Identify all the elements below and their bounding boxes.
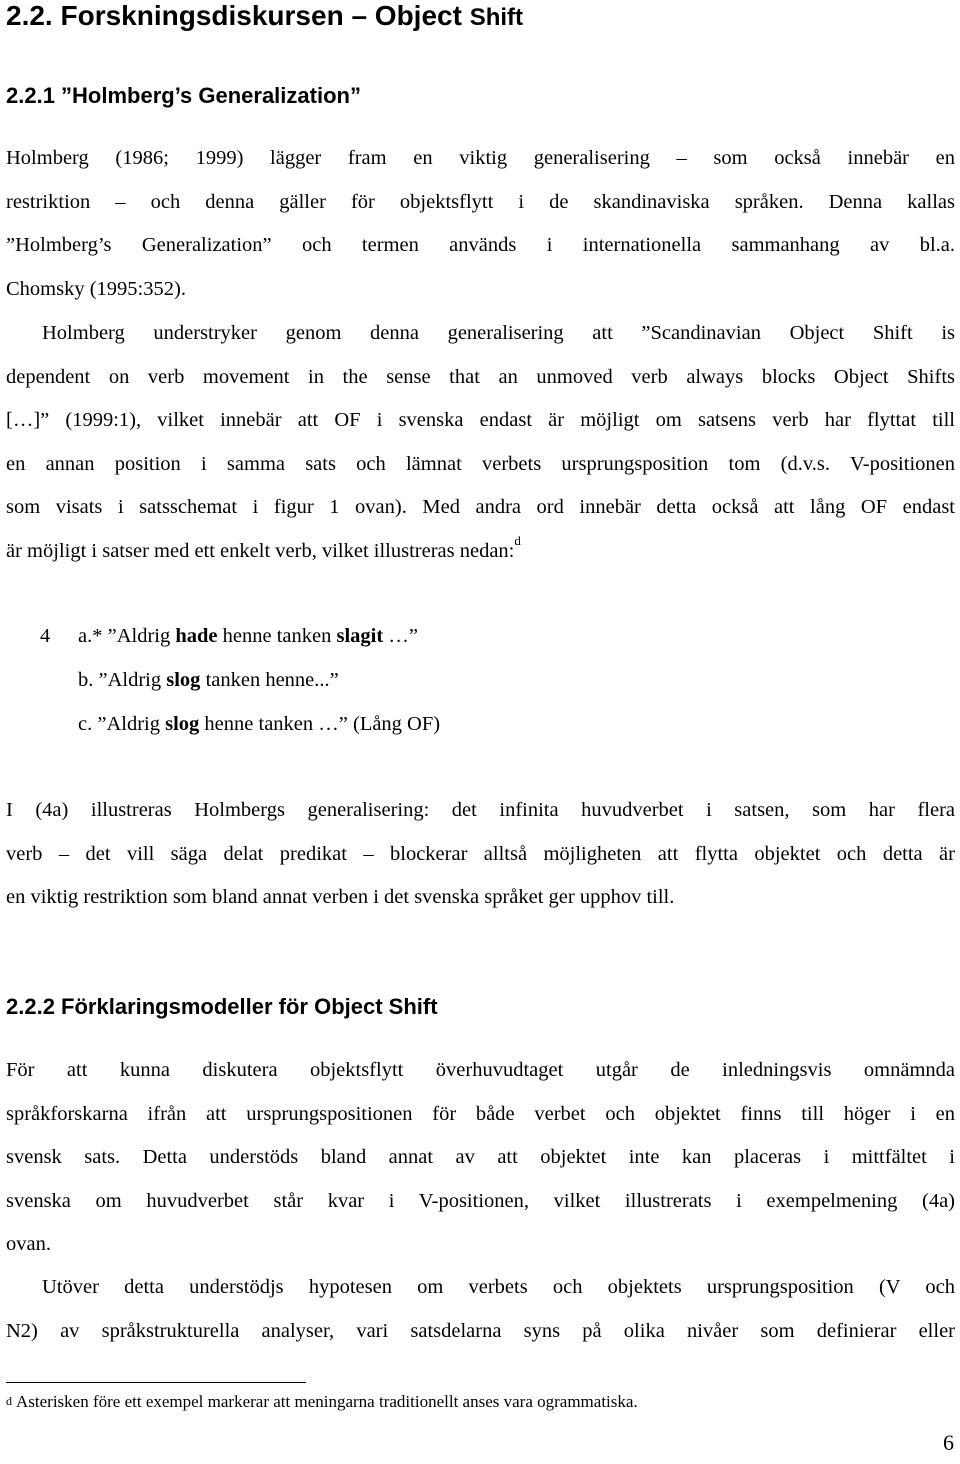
example-verb: slagit [336, 625, 384, 647]
example-text: tanken henne...” [200, 669, 339, 691]
example-text: henne tanken …” (Lång OF) [199, 713, 441, 735]
text-line: dependent on verb movement in the sense that an unmoved verb always blocks Object Shifts [6, 365, 955, 388]
paragraph-2 [6, 312, 955, 574]
text-line: restriktion – och denna gäller för objektsflytt i de skandinaviska språken. Denna kallas [6, 190, 955, 213]
text-line: För att kunna diskutera objektsflytt överhuvudtaget utgår de inledningsvis omnämnda [6, 1059, 955, 1081]
example-verb: slog [165, 713, 200, 735]
text-line: ”Holmberg’s Generalization” och termen används i internationella sammanhang av bl.a. [6, 234, 955, 257]
text-line: Holmberg understryker genom denna generalisering att ”Scandinavian Object Shift is [42, 322, 955, 344]
example-block [6, 614, 946, 746]
text-line: […]” (1999:1), vilket innebär att OF i svenska endast är möjligt om satsens verb har flyttat till [6, 409, 955, 432]
example-text: c. ”Aldrig [78, 713, 166, 735]
subsection-heading-1: 2.2.1 ”Holmberg’s Generalization” [6, 83, 361, 108]
text-line: N2) av språkstrukturella analyser, vari satsdelarna syns på olika nivåer som definierar eller [6, 1319, 955, 1342]
example-text: a.* ”Aldrig [78, 625, 176, 647]
text-line: Chomsky (1995:352). [6, 277, 186, 300]
subsection-heading-2: 2.2.2 Förklaringsmodeller för Object Shift [6, 994, 438, 1019]
text-line: Holmberg (1986; 1999) lägger fram en viktig generalisering – som också innebär en [6, 147, 955, 169]
text-line-content: är möjligt i satser med ett enkelt verb, vilket illustreras nedan: [6, 539, 515, 562]
footnote-text: Asterisken före ett exempel markerar att meningarna traditionellt anses vara ogrammatiska. [16, 1392, 638, 1411]
text-line: ovan. [6, 1233, 51, 1256]
paragraph-4 [6, 1049, 955, 1267]
text-line: svensk sats. Detta understöds bland annat av att objektet inte kan placeras i mittfältet i [6, 1146, 955, 1169]
text-line: Utöver detta understödjs hypotesen om verbets och objektets ursprungsposition (V och [42, 1276, 955, 1298]
text-line [6, 530, 955, 574]
example-a [6, 614, 946, 658]
text-line: svenska om huvudverbet står kvar i V-positionen, vilket illustrerats i exempelmening (4a) [6, 1189, 955, 1212]
example-c [6, 702, 946, 746]
text-line: verb – det vill säga delat predikat – blockerar alltså möjligheten att flytta objektet och detta är [6, 842, 955, 865]
section-title-end: Shift [469, 4, 524, 31]
text-line: språkforskarna ifrån att ursprungspositionen för både verbet och objektet finns till höger i en [6, 1102, 955, 1125]
paragraph-3 [6, 789, 955, 920]
footnote-mark: d [6, 1394, 12, 1408]
footnote [6, 1392, 638, 1412]
text-line: en viktig restriktion som bland annat verben i det svenska språket ger upphov till. [6, 886, 675, 909]
page-number: 6 [943, 1430, 954, 1455]
paragraph-1 [6, 137, 955, 311]
footnote-ref: d [514, 533, 521, 549]
footnote-divider [6, 1382, 306, 1383]
example-number: 4 [40, 625, 51, 647]
section-title: Forskningsdiskursen – Object [60, 0, 462, 31]
example-text: b. ”Aldrig [78, 669, 167, 691]
example-verb: slog [166, 669, 201, 691]
text-line: en annan position i samma sats och lämnat verbets ursprungsposition tom (d.v.s. V-positionen [6, 452, 955, 475]
example-verb: hade [175, 625, 218, 647]
section-number: 2.2. [6, 0, 53, 31]
example-text: henne tanken [217, 625, 337, 647]
example-text: …” [383, 625, 418, 647]
text-line: I (4a) illustreras Holmbergs generalisering: det infinita huvudverbet i satsen, som har flera [6, 799, 955, 821]
text-line: som visats i satsschemat i figur 1 ovan). Med andra ord innebär detta också att lång OF endast [6, 496, 955, 519]
section-heading [6, 0, 523, 32]
paragraph-5 [6, 1266, 955, 1353]
example-b [6, 658, 946, 702]
